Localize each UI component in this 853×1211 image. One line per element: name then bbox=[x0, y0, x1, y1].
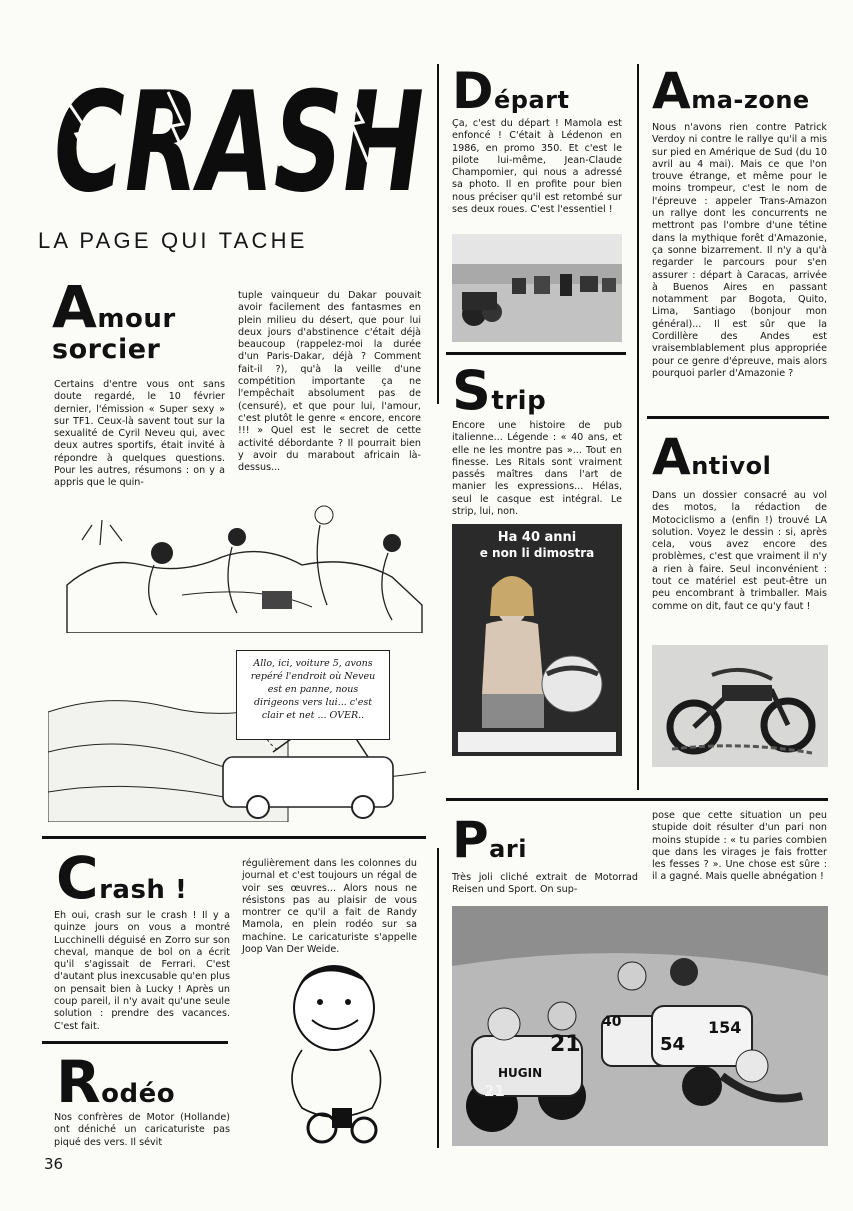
amazone-text: Nous n'avons rien contre Patrick Verdoy ni contre le rallye qu'il a mis sur pied en Amérique de Sud (du 10 avril au 4 mai). Mais ce que l'on trouve étrange, et même pour le moins trompeur, c'est le nom de l'épreuve : appeler Trans-Amazon un rallye dont les concurrents ne mettront pas l'ombre d'une tétine dans la mythique forêt d'Amazonie, ça sonne bizarrement. Il n'y a qu'à regarder le parcours pour s'en assurer : départ à Caracas, arrivée à Buenos Aires en passant notamment par Bogota, Quito, Lima, Santiago (bonjour mon général)... Il est sûr que la Cordillère des Andes est vraisemblablement plus appropriée pour ce genre d'épreuve, mais alors pourquoi parler d'Amazonie ? bbox=[652, 122, 827, 379]
strip-title-cap: S bbox=[452, 359, 492, 422]
amour-title-rest: mour bbox=[97, 304, 176, 334]
speech-bubble-text: Allo, ici, voiture 5, avons repéré l'endroit où Neveu est en panne, nous dirigeons vers lui... c'est clair et net ... OVER.. bbox=[250, 658, 376, 721]
pari-title-rest: ari bbox=[489, 835, 527, 863]
depart-title-cap: D bbox=[452, 62, 495, 120]
strip-title-rest: trip bbox=[491, 386, 547, 416]
ad-line-2: e non li dimostra bbox=[479, 546, 595, 560]
col-rule-3 bbox=[437, 848, 439, 1148]
amazone-title-rest: ma-zone bbox=[691, 86, 810, 114]
race-number-2: 40 bbox=[602, 1014, 622, 1030]
amour-col1: Certains d'entre vous ont sans doute regardé, le 10 février dernier, l'émission « Super sexy » sur TF1. Ceux-là savent tout sur la sexualité de Cyril Neveu qui, avec deux autres sportifs, était invité à répondre à quelques questions. Pour les autres, résumons : on y a appris que le quin- bbox=[54, 379, 225, 489]
crash-title-rest: rash ! bbox=[99, 875, 188, 905]
antivol-title bbox=[652, 428, 772, 486]
logo-text: CRASH bbox=[54, 62, 424, 212]
amour-title-line2: sorcier bbox=[52, 334, 161, 365]
sponsor-label: HUGIN bbox=[498, 1066, 543, 1080]
amour-title-cap: A bbox=[52, 273, 98, 341]
speech-bubble bbox=[236, 650, 390, 740]
amour-col2: tuple vainqueur du Dakar pouvait avoir facilement des fantasmes en plein milieu du désert, que pour lui deux jours d'abstinence c'était déjà beaucoup (rappelez-moi la durée d'un Paris-Dakar, déjà ? Comment fait-il ?), qu'à la veille d'une compétition importante ça ne l'empêchait absolument pas de (censuré), et que pour lui, l'amour, c'est plutôt le genre « encore, encore !!! » Quel est le secret de cette activité débordante ? Il pourrait bien y avoir du marabout africain là-dessus... bbox=[238, 290, 421, 474]
depart-text: Ça, c'est du départ ! Mamola est enfoncé ! C'était à Lédenon en 1986, en promo 350. Et c'est le pilote lui-même, Jean-Claude Champomier, qui nous a adressé sa photo. Il en profite pour bien nous préciser qu'il est retombé sur ses deux roues. C'est l'essentiel ! bbox=[452, 118, 622, 216]
photo-depart bbox=[452, 234, 622, 342]
amazone-title-cap: A bbox=[652, 62, 692, 120]
caricature-mamola bbox=[262, 958, 410, 1150]
col-rule-2 bbox=[637, 64, 639, 790]
crash-title bbox=[56, 844, 188, 912]
divider-pari bbox=[446, 798, 828, 801]
photo-antivol bbox=[652, 645, 828, 767]
strip-text: Encore une histoire de pub italienne... Légende : « 40 ans, et elle ne les montre pas »... Tout en finesse. Les Ritals sont vraiment passés maîtres dans l'art de manier les expressions... Hélas, seul le casque est intégral. Le strip, lui, non. bbox=[452, 420, 622, 518]
strip-title bbox=[452, 359, 547, 422]
rodeo-title-cap: R bbox=[56, 1048, 102, 1116]
antivol-text: Dans un dossier consacré au vol des motos, la rédaction de Motociclismo a (enfin !) trouvé LA solution. Voyez le dessin : si, après cela, vous avez encore des problèmes, c'est que vraiment il n'y a rien à faire. Seul inconvénient : tout ce matériel est peut-être un peu encombrant à trimballer. Mais comme on dit, faut ce qu'y faut ! bbox=[652, 490, 827, 612]
page-number: 36 bbox=[44, 1155, 64, 1173]
depart-title-rest: épart bbox=[494, 86, 570, 114]
race-number-3: 154 bbox=[708, 1018, 742, 1037]
antivol-title-rest: ntivol bbox=[691, 452, 772, 480]
rodeo-col2: régulièrement dans les colonnes du journal et c'est toujours un régal de voir ses œuvres... Alors nous ne résistons pas au plaisir de vous montrer ce qu'il a fait de Randy Mamola, en plein rodéo sur sa machine. Le caricaturiste s'appelle Joop Van Der Weide. bbox=[242, 858, 417, 956]
pari-title bbox=[452, 811, 527, 869]
cartoon-car bbox=[48, 642, 426, 822]
amazone-title bbox=[652, 62, 810, 120]
photo-pari bbox=[452, 906, 828, 1146]
photo-strip-ad bbox=[452, 524, 622, 756]
pari-col2: pose que cette situation un peu stupide doit résulter d'un pari non moins stupide : « tu paries combien que dans les virages je fais frotter les fesses ? ». Une chose est sûre : il a gagné. Mais quelle abnégation ! bbox=[652, 810, 827, 883]
rodeo-title-rest: odéo bbox=[101, 1079, 176, 1109]
divider-depart bbox=[446, 352, 626, 355]
col-rule-1 bbox=[437, 64, 439, 404]
crash-col1: Eh oui, crash sur le crash ! Il y a quinze jours on vous a montré Lucchinelli déguisé en Zorro sur son cheval, manque de bol on a écrit qu'il s'agissait de Ferrari. C'est d'autant plus inexcusable qu'en plus on pensait bien à Lucky ! Après un coup pareil, il n'y avait qu'une seule solution : prendre des vacances. C'est fait. bbox=[54, 910, 230, 1032]
cartoon-oasis bbox=[62, 495, 427, 633]
divider-amazone bbox=[647, 416, 829, 419]
pari-title-cap: P bbox=[452, 811, 490, 869]
masthead-logo bbox=[48, 62, 433, 212]
race-number-4: 54 bbox=[660, 1034, 686, 1055]
masthead-tagline: LA PAGE QUI TACHE bbox=[38, 228, 308, 253]
crash-logo-graphic bbox=[48, 62, 433, 212]
pari-col1: Très joli cliché extrait de Motorrad Reisen und Sport. On sup- bbox=[452, 872, 638, 896]
antivol-title-cap: A bbox=[652, 428, 692, 486]
rodeo-col1: Nos confrères de Motor (Hollande) ont déniché un caricaturiste pas piqué des vers. Il sévit bbox=[54, 1112, 230, 1148]
race-number-5: 21 bbox=[484, 1082, 505, 1100]
divider-crash bbox=[42, 1041, 228, 1044]
race-number-1: 21 bbox=[550, 1032, 581, 1057]
crash-title-cap: C bbox=[56, 844, 100, 912]
depart-title bbox=[452, 62, 570, 120]
rodeo-title bbox=[56, 1048, 176, 1116]
ad-line-1: Ha 40 anni bbox=[497, 530, 577, 545]
amour-title bbox=[52, 273, 176, 341]
divider-amour bbox=[42, 836, 426, 839]
